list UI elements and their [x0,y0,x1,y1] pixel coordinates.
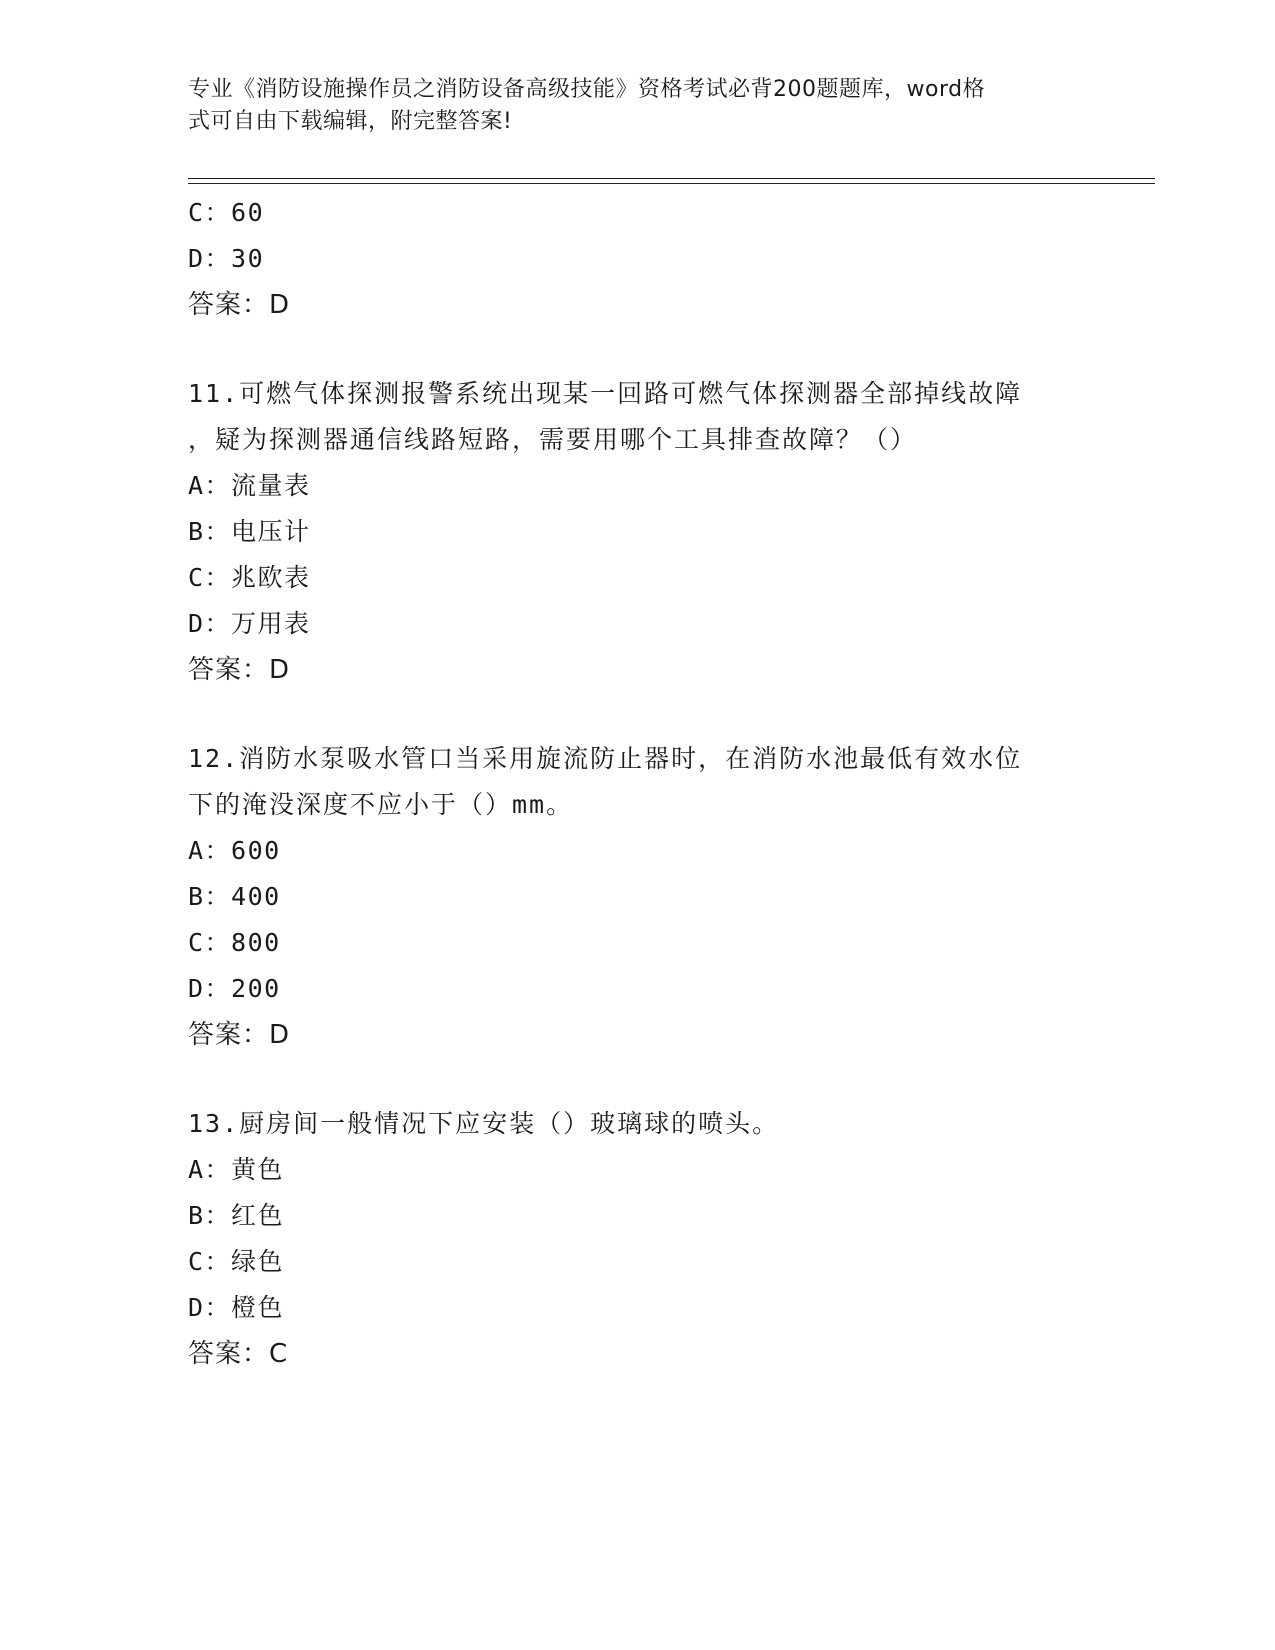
question-12 [188,736,1088,1058]
option-d: D：万用表 [188,609,311,638]
header-line-2: 式可自由下载编辑，附完整答案! [188,109,513,134]
option-a: A：黄色 [188,1155,285,1184]
option-c: C：兆欧表 [188,563,311,592]
question-stem-line: 12.消防水泵吸水管口当采用旋流防止器时，在消防水池最低有效水位 [188,744,1023,773]
question-11 [188,371,1088,693]
option-c: C：60 [188,198,265,227]
option-c: C：800 [188,928,281,957]
continued-question [188,190,1088,328]
option-b: B：400 [188,882,281,911]
question-13 [188,1101,1088,1377]
question-stem-line: 13.厨房间一般情况下应安装（）玻璃球的喷头。 [188,1109,780,1138]
option-a: A：流量表 [188,471,311,500]
option-d: D：200 [188,974,281,1003]
header-divider-top [188,178,1155,179]
option-d: D：30 [188,244,265,273]
answer-line: 答案：C [188,1339,289,1369]
header-line-1: 专业《消防设施操作员之消防设备高级技能》资格考试必背200题题库，word格 [188,77,986,102]
document-body [188,190,1088,1377]
answer-line: 答案：D [188,290,291,320]
option-a: A：600 [188,836,281,865]
question-stem-line: ，疑为探测器通信线路短路，需要用哪个工具排查故障？（） [188,425,918,454]
answer-line: 答案：D [188,1020,291,1050]
option-d: D：橙色 [188,1293,285,1322]
option-c: C：绿色 [188,1247,285,1276]
answer-line: 答案：D [188,655,291,685]
header-divider-bottom [188,183,1155,184]
question-stem-line: 下的淹没深度不应小于（）mm。 [188,790,574,819]
option-b: B：红色 [188,1201,285,1230]
question-stem-line: 11.可燃气体探测报警系统出现某一回路可燃气体探测器全部掉线故障 [188,379,1023,408]
document-header [188,74,1068,138]
option-b: B：电压计 [188,517,311,546]
